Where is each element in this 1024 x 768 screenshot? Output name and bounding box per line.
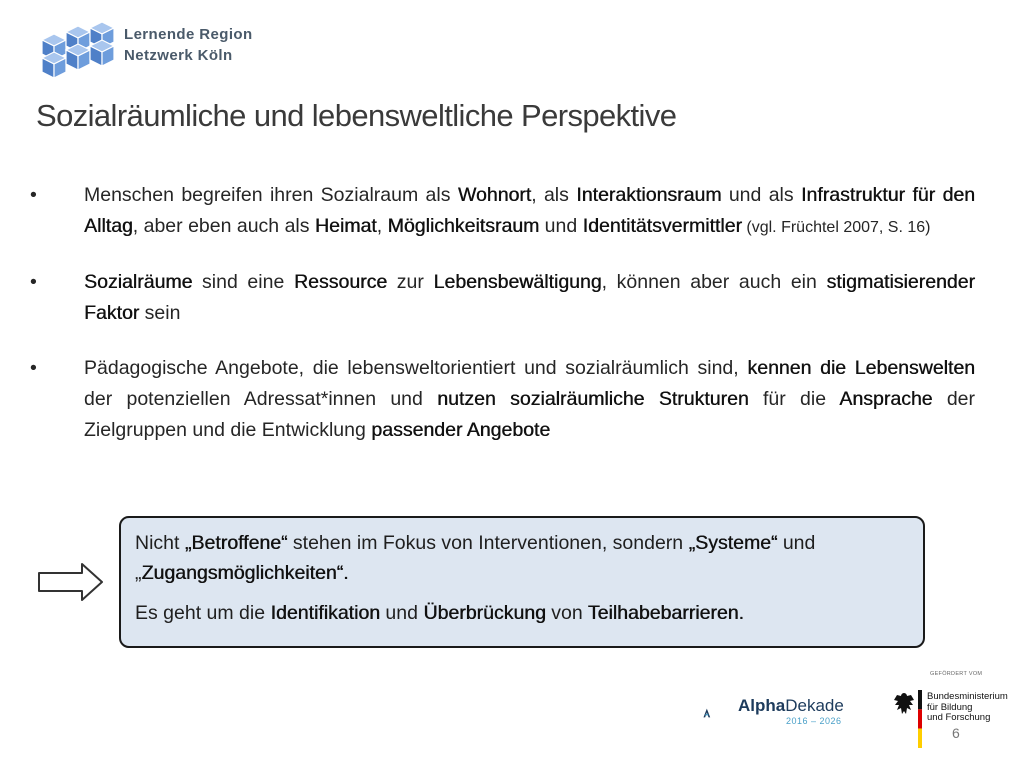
body-text: sind eine (192, 271, 294, 293)
emphasis-text: Sozialräume (84, 271, 193, 293)
bullet-text (84, 184, 975, 237)
emphasis-text: nutzen sozialräumliche Strukturen (437, 388, 749, 410)
dekade-word: Dekade (785, 696, 844, 715)
body-text: Nicht (135, 532, 185, 554)
body-text: , als (531, 184, 577, 206)
body-text: und „ (135, 532, 816, 584)
emphasis-text: Überbrückung (423, 602, 546, 624)
body-text: Pädagogische Angebote, die lebensweltorientiert und sozialräumlich sind, (84, 357, 748, 379)
bmbf-wordmark (927, 692, 1008, 724)
body-text: stehen im Fokus von Interventionen, sondern (287, 532, 689, 554)
emphasis-text: stigmatisierender Faktor (84, 271, 975, 324)
bmbf-line-2: für Bildung (927, 701, 973, 713)
body-text: und (539, 215, 583, 237)
emphasis-text: „Betroffene“ (184, 532, 288, 554)
logo-cube (66, 44, 90, 70)
emphasis-text: kennen die Lebenswelten (747, 357, 975, 379)
alphadekade-wordmark (738, 696, 844, 716)
emphasis-text: Lebensbewältigung (433, 271, 602, 293)
emphasis-text: „Systeme“ (688, 532, 778, 554)
bullet-item (30, 180, 975, 243)
emphasis-text: Wohnort (457, 184, 532, 206)
emphasis-text: Identitätsvermittler (582, 215, 742, 237)
body-text: der Zielgruppen und die Entwicklung (84, 388, 975, 441)
logo-cube (90, 40, 114, 66)
citation-text: (vgl. Früchtel 2007, S. 16) (741, 219, 931, 236)
body-text: von (545, 602, 588, 624)
logo-line-1: Lernende Region (124, 26, 253, 43)
alphadekade-years: 2016 – 2026 (786, 716, 842, 726)
body-text: sein (139, 302, 181, 324)
bullet-text (84, 357, 975, 441)
emphasis-text: passender Angebote (371, 419, 551, 441)
bmbf-line-1: Bundesministerium (927, 691, 1008, 702)
body-text: der potenziellen Adressat*innen und (84, 388, 438, 410)
logo-text (124, 24, 253, 66)
bmbf-line-3: und Forschung (927, 712, 991, 723)
body-text: , aber eben auch als (132, 215, 315, 237)
alphadekade-logo-mark (703, 693, 739, 733)
bullet-dot: • (30, 357, 37, 379)
bullet-list (30, 180, 975, 470)
emphasis-text: Identifikation (270, 602, 380, 624)
logo-cube (42, 52, 66, 78)
slide-title: Sozialräumliche und lebensweltliche Perspektive (36, 98, 677, 133)
body-text: zur (387, 271, 434, 293)
body-text: und als (721, 184, 801, 206)
emphasis-text: Heimat (314, 215, 377, 237)
federal-eagle-icon (893, 692, 915, 716)
body-text: , (376, 215, 388, 237)
alpha-word: Alpha (738, 696, 786, 715)
body-text: , können aber auch ein (601, 271, 827, 293)
emphasis-text: Infrastruktur für den Alltag (84, 184, 975, 237)
body-text: Menschen begreifen ihren Sozialraum als (84, 184, 458, 206)
bullet-item (30, 267, 975, 329)
slide-number: 6 (952, 725, 960, 741)
funded-by-label: GEFÖRDERT VOM (930, 671, 983, 677)
bullet-dot: • (30, 271, 37, 293)
bullet-item (30, 353, 975, 446)
body-text: und (380, 602, 424, 624)
emphasis-text: Zugangsmöglichkeiten“. (141, 562, 349, 584)
body-text: Es geht um die (135, 602, 271, 624)
bullet-text (84, 271, 975, 324)
body-text: für die (748, 388, 840, 410)
german-flag-bar (918, 690, 922, 748)
emphasis-text: Interaktionsraum (576, 184, 722, 206)
logo-line-2: Netzwerk Köln (124, 47, 233, 64)
callout-box (119, 516, 925, 648)
callout-paragraph-2 (135, 598, 909, 628)
emphasis-text: Ansprache (839, 388, 933, 410)
bullet-dot: • (30, 184, 37, 206)
right-arrow-icon (38, 563, 104, 601)
emphasis-text: Möglichkeitsraum (387, 215, 540, 237)
emphasis-text: Teilhabebarrieren. (587, 602, 744, 624)
emphasis-text: Ressource (293, 271, 388, 293)
callout-paragraph-1 (135, 528, 909, 588)
